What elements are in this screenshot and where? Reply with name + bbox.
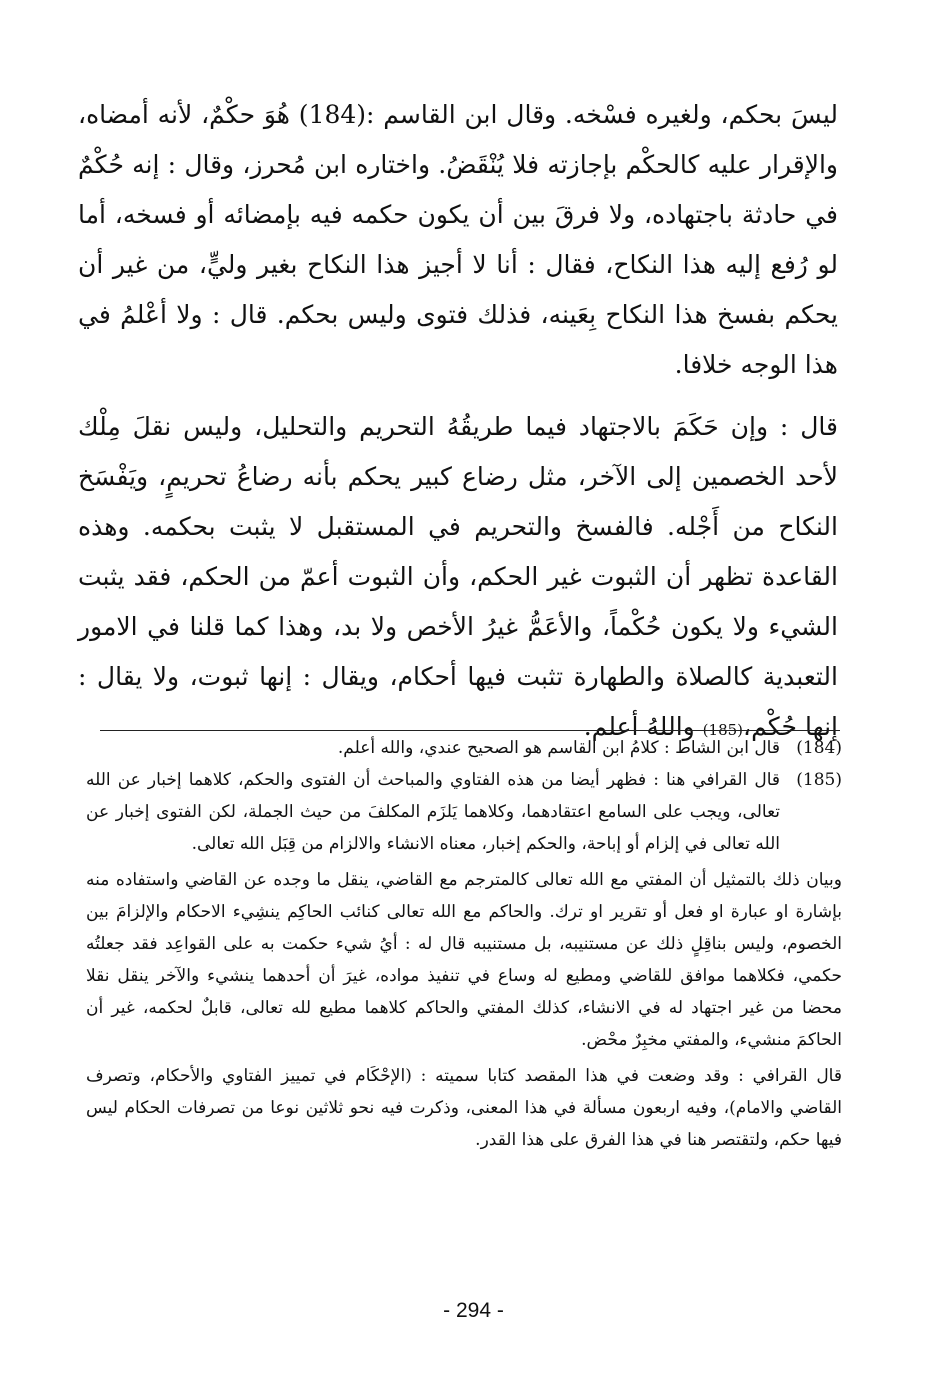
footnote-paragraph: وبيان ذلك بالتمثيل أن المفتي مع الله تعالى كالمترجم مع القاضي، ينقل ما وجده عن القاضي واستفاده منه بإشارة او عبارة او فعل أو تقرير او ترك. والحاكم مع الله تعالى كنائب الحاكِم ينشِيء الاحكام والإلزامَ بين الخصوم، وليس بناقِلٍ ذلك عن مستنيبه، بل مستنيبه قال له : أيُ شيء حكمت به على القواعِد فقد جعلتُه حكمي، فكلاهما موافق للقاضي ومطيع له وساع في تنفيذ مواده، غيرَ أن أحدهما ينشيء والآخر ينقل نقلا محضا من غير اجتهاد له في الانشاء، كذلك المفتي والحاكم كلاهما مطيع لله تعالى، قابلٌ لحكمه، غير أن الحاكمَ منشيء، والمفتي مخبِرٌ محْض. bbox=[86, 870, 842, 1050]
page-number: - 294 - bbox=[443, 1299, 504, 1322]
footnote-separator bbox=[100, 730, 840, 731]
main-text bbox=[78, 90, 838, 755]
footnote-number: (185) bbox=[796, 770, 842, 790]
footnote-number: (184) bbox=[796, 738, 842, 758]
footnote-185 bbox=[86, 764, 842, 860]
footnotes bbox=[86, 732, 842, 1156]
footnote-paragraph: قال القرافي : وقد وضعت في هذا المقصد كتابا سميته : (الإحْكَام في تمييز الفتاوي والأحكام، وتصرف القاضي والامام)، وفيه اربعون مسألة في هذا المعنى، وذكرت فيه نحو ثلاثين نوعا من تصرفات الحكام ليس فيها حكم، ولتقتصر هنا في هذا الفرق على هذا القدر. bbox=[86, 1066, 842, 1150]
paragraph-2-text: قال : وإن حَكَمَ بالاجتهاد فيما طريقُهُ التحريم والتحليل، وليس نقلَ مِلْك لأحد الخصمين إلى الآخر، مثل رضاع كبير يحكم بأنه رضاعُ تحريمٍ، ويَفْسَخ النكاح من أَجْله. فالفسخ والتحريم في المستقبل لا يثبت بحكمه. وهذه القاعدة تظهر أن الثبوت غير الحكم، وأن الثبوت أعمّ من الحكم، فقد يثبت الشيء ولا يكون حُكْماً، والأعَمُّ غيرُ الأخص ولا بد، وهذا كما قلنا في الامور التعبدية كالصلاة والطهارة تثبت فيها أحكام، ويقال : إنها ثبوت، ولا يقال : إنها حُكْم، bbox=[78, 412, 838, 741]
footnote-text: قال القرافي هنا : فظهر أيضا من هذه الفتاوي والمباحث أن الفتوى والحكم، كلاهما إخبار عن الله تعالى، ويجب على السامع اعتقادهما، وكلاهما يَلزَم المكلفَ من حيث الجملة، لكن الفتوى إخبار عن الله تعالى في إلزام أو إباحة، والحكم إخبار، معناه الانشاء والالزام من قِبَل الله تعالى. bbox=[86, 770, 780, 854]
paragraph-2 bbox=[78, 402, 838, 755]
footnote-184 bbox=[86, 732, 842, 764]
footnote-ref-185: (185) bbox=[702, 721, 744, 739]
footnote-text: قال ابن الشاط : كلامُ ابن القاسم هو الصحيح عندي، والله أعلم. bbox=[337, 738, 780, 758]
paragraph-1: ليسَ بحكم، ولغيره فسْخه. وقال ابن القاسم :(184) هُوَ حكْمٌ، لأنه أمضاه، والإقرار عليه كالحكْم بإجازته فلا يُنْقَضُ. واختاره ابن مُحرز، وقال : إنه حُكْمٌ في حادثة باجتهاده، ولا فرقَ بين أن يكون حكمه فيه بإمضائه أو فسخه، أما لو رُفع إليه هذا النكاح، فقال : أنا لا أجيز هذا النكاح بغير وليٍّ، من غير أن يحكم بفسخ هذا النكاح بِعَينه، فذلك فتوى وليس بحكم. قال : ولا أعْلمُ في هذا الوجه خلافا. bbox=[78, 100, 838, 379]
paragraph-2-end: واللهُ أعلم. bbox=[583, 712, 703, 741]
